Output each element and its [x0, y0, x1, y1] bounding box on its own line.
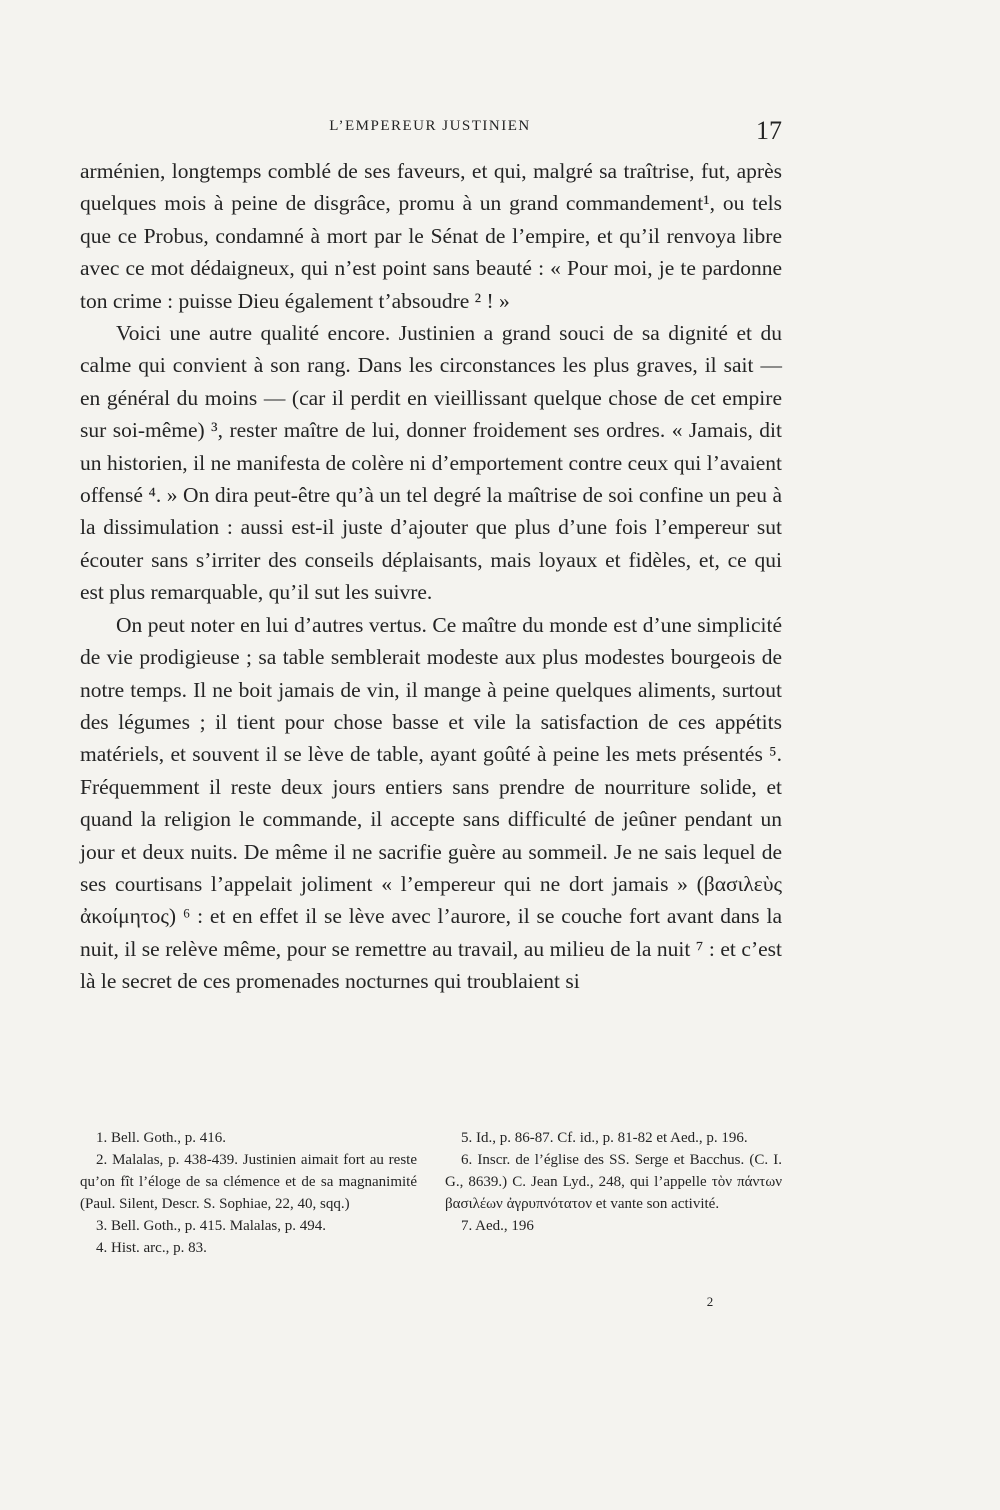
- footnote: 4. Hist. arc., p. 83.: [96, 1240, 207, 1256]
- paragraph: arménien, longtemps comblé de ses faveurs, et qui, malgré sa traîtrise, fut, après quelques mois à peine de disgrâce, promu à un grand commandement¹, ou tels que ce Probus, condamné à mort par le Sénat de l’empire, et qu’il renvoya libre avec ce mot dédaigneux, qui n’est point sans beauté : « Pour moi, je te pardonne ton crime : puisse Dieu également t’absoudre ² ! »: [80, 159, 782, 313]
- main-text: [80, 155, 782, 998]
- footnotes-left-column: [80, 1127, 417, 1259]
- footnotes-right-column: [445, 1127, 782, 1259]
- paragraph: Voici une autre qualité encore. Justinien a grand souci de sa dignité et du calme qui convient à son rang. Dans les circonstances les plus graves, il sait — en général du moins — (car il perdit en vieillissant quelque chose de cet empire sur soi-même) ³, rester maître de lui, donner froidement ses ordres. « Jamais, dit un historien, il ne manifesta de colère ni d’emportement contre ceux qui l’avaient offensé ⁴. » On dira peut-être qu’à un tel degré la maîtrise de soi confine un peu à la dissimulation : aussi est-il juste d’ajouter que plus d’une fois l’empereur sut écouter sans s’irriter des conseils déplaisants, mais loyaux et fidèles, et, ce qui est plus remarquable, qu’il sut les suivre.: [80, 321, 782, 605]
- page-number: 17: [756, 116, 782, 145]
- footnote: 1. Bell. Goth., p. 416.: [96, 1130, 226, 1146]
- footnote: 2. Malalas, p. 438-439. Justinien aimait fort au reste qu’on fît l’éloge de sa clémence et de sa magnanimité (Paul. Silent, Descr. S. Sophiae, 22, 40, sqq.): [80, 1152, 417, 1212]
- signature-mark: 2: [706, 1294, 714, 1309]
- footnote: 3. Bell. Goth., p. 415. Malalas, p. 494.: [96, 1218, 326, 1234]
- footnote: 5. Id., p. 86-87. Cf. id., p. 81-82 et Aed., p. 196.: [461, 1130, 748, 1146]
- paragraph: On peut noter en lui d’autres vertus. Ce maître du monde est d’une simplicité de vie prodigieuse ; sa table semblerait modeste aux plus modestes bourgeois de notre temps. Il ne boit jamais de vin, il mange à peine quelques aliments, surtout des légumes ; il tient pour chose basse et vile la satisfaction de ces appétits matériels, et souvent il se lève de table, ayant goûté à peine les mets présentés ⁵. Fréquemment il reste deux jours entiers sans prendre de nourriture solide, et quand la religion le commande, il accepte sans difficulté de jeûner pendant un jour et deux nuits. De même il ne sacrifie guère au sommeil. Je ne sais lequel de ses courtisans l’appelait joliment « l’empereur qui ne dort jamais » (βασιλεὺς ἀκοίμητος) ⁶ : et en effet il se lève avec l’aurore, il se couche fort avant dans la nuit, il se relève même, pour se remettre au travail, au milieu de la nuit ⁷ : et c’est là le secret de ces promenades nocturnes qui troublaient si: [80, 612, 782, 994]
- running-head: L’EMPEREUR JUSTINIEN: [329, 118, 531, 134]
- footnote: 6. Inscr. de l’église des SS. Serge et Bacchus. (C. I. G., 8639.) C. Jean Lyd., 248, qui l’appelle τὸν πάντων βασιλέων ἀγρυπνότατον et vante son activité.: [445, 1152, 782, 1212]
- footnotes: [80, 1127, 782, 1259]
- footnote: 7. Aed., 196: [461, 1218, 534, 1234]
